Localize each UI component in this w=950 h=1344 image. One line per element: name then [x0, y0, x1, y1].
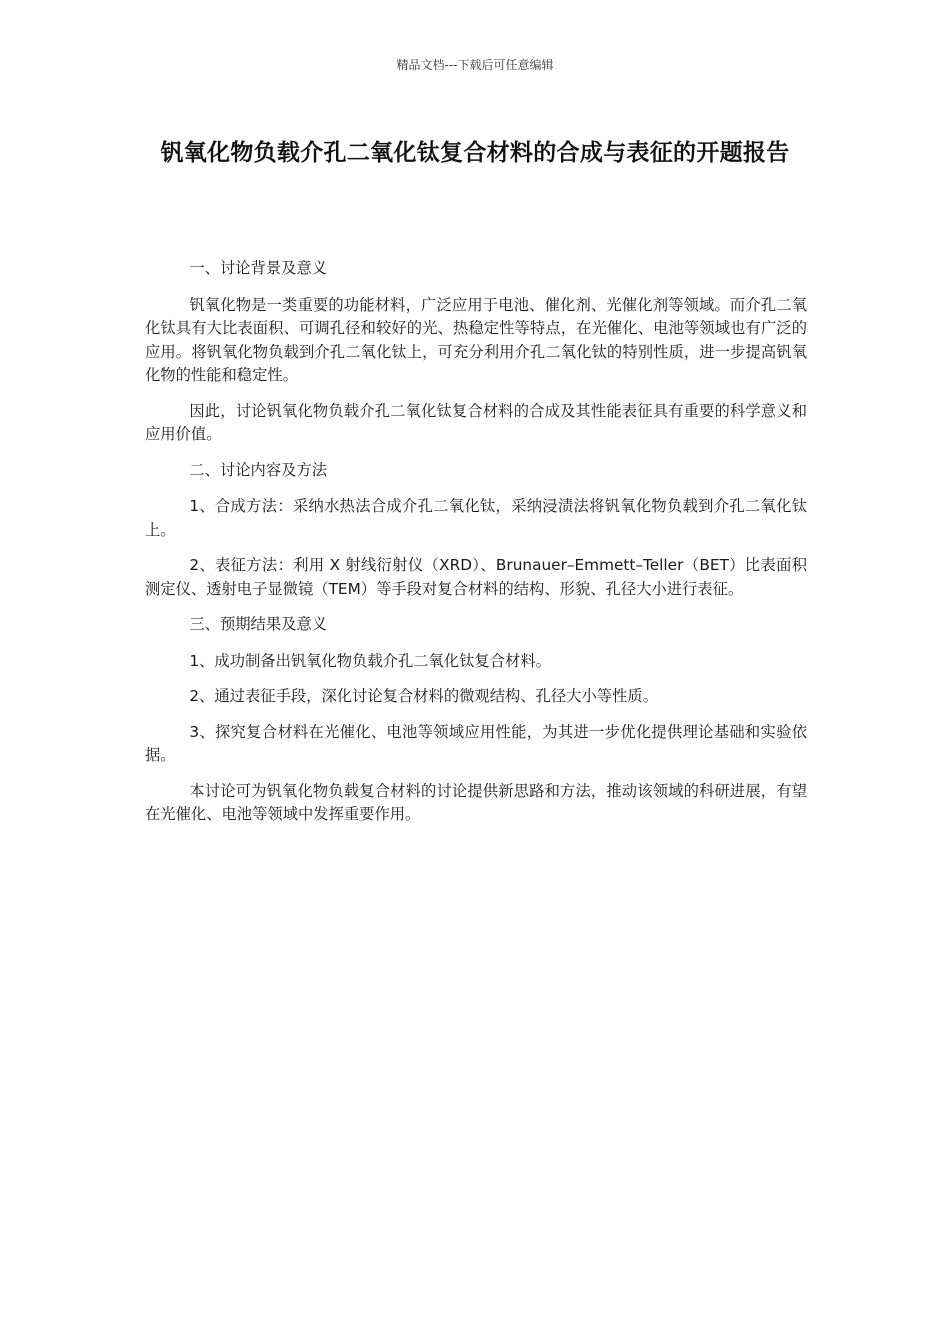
header-note: 精品文档---下载后可任意编辑 [396, 58, 554, 72]
section-heading-expected-results: 三、预期结果及意义 [189, 615, 328, 633]
document-body [145, 257, 807, 839]
section-heading-background: 一、讨论背景及意义 [189, 259, 328, 277]
paragraph-synthesis-method: 1、合成方法：采纳水热法合成介孔二氧化钛，采纳浸渍法将钒氧化物负载到介孔二氧化钛上。 [145, 497, 807, 539]
paragraph-conclusion: 本讨论可为钒氧化物负载复合材料的讨论提供新思路和方法，推动该领域的科研进展，有望在光催化、电池等领域中发挥重要作用。 [145, 781, 807, 823]
document-title: 钒氧化物负载介孔二氧化钛复合材料的合成与表征的开题报告 [160, 140, 790, 166]
section-heading-methods: 二、讨论内容及方法 [189, 460, 328, 479]
paragraph-significance: 因此，讨论钒氧化物负载介孔二氧化钛复合材料的合成及其性能表征具有重要的科学意义和应用价值。 [145, 401, 807, 443]
paragraph-result-3: 3、探究复合材料在光催化、电池等领域应用性能，为其进一步优化提供理论基础和实验依据。 [145, 722, 807, 764]
paragraph-result-2: 2、通过表征手段，深化讨论复合材料的微观结构、孔径大小等性质。 [189, 687, 658, 705]
paragraph-background: 钒氧化物是一类重要的功能材料，广泛应用于电池、催化剂、光催化剂等领域。而介孔二氧化钛具有大比表面积、可调孔径和较好的光、热稳定性等特点，在光催化、电池等领域也有广泛的应用。将钒氧化物负载到介孔二氧化钛上，可充分利用介孔二氧化钛的特别性质，进一步提高钒氧化物的性能和稳定性。 [145, 295, 807, 384]
paragraph-characterization-method: 2、表征方法：利用 X 射线衍射仪（XRD）、Brunauer–Emmett–Teller（BET）比表面积测定仪、透射电子显微镜（TEM）等手段对复合材料的结构、形貌、孔径大小进行表征。 [145, 556, 807, 598]
paragraph-result-1: 1、成功制备出钒氧化物负载介孔二氧化钛复合材料。 [189, 651, 551, 670]
